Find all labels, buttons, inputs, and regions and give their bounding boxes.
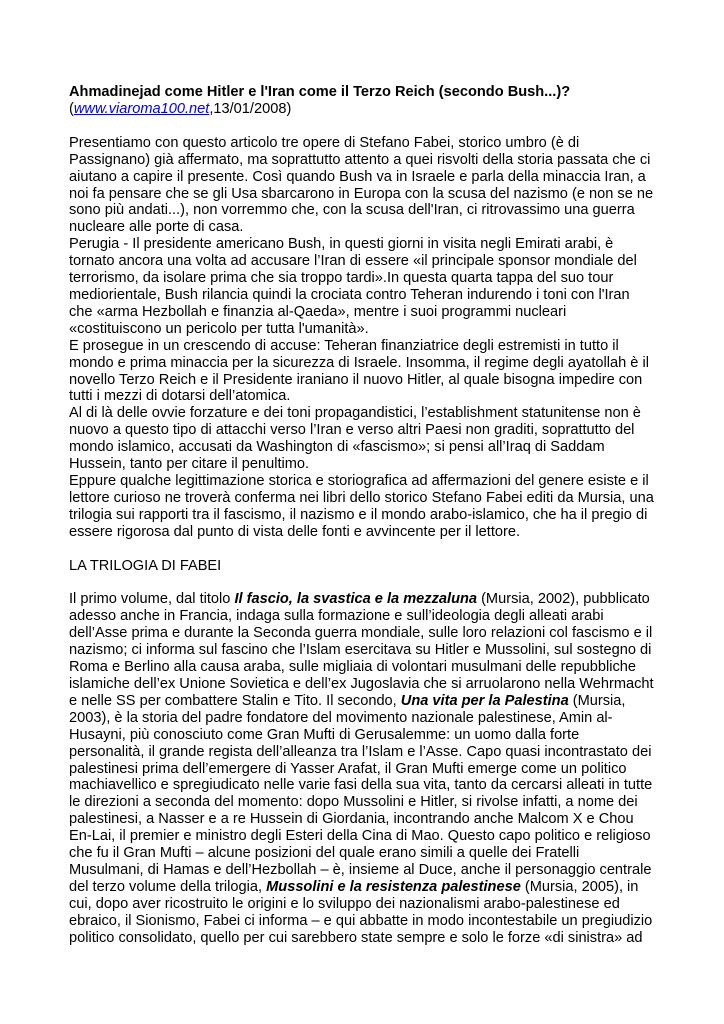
article-title: Ahmadinejad come Hitler e l'Iran come il Terzo Reich (secondo Bush...)?	[69, 84, 571, 100]
book-title-2: Una vita per la Palestina	[400, 692, 569, 709]
intro-paragraph-2: Perugia - Il presidente americano Bush, in questi giorni in visita negli Emirati arabi, è tornato ancora una volta ad accusare l’Iran di essere «il principale sponsor mondiale del terrorismo, da isolare prima che sia troppo tardi».In questa quarta tappa del suo tour mediorientale, Bush rilancia quindi la crociata contro Teheran indurendo i toni con l'Iran che «arma Hezbollah e finanzia al-Qaeda», mentre i suoi programmi nucleari «costituiscono un pericolo per tutta l'umanità».	[69, 236, 637, 337]
book-title-1: Il fascio, la svastica e la mezzaluna	[234, 591, 478, 608]
paragraph-gap	[69, 574, 657, 591]
trilogy-text-2: (Mursia, 2002), pubblicato adesso anche in Francia, indaga sulla formazione e sull’ideologia degli alleati arabi dell’Asse prima e durante la Seconda guerra mondiale, sulle loro relazioni col fascismo e il nazismo; ci informa sul fascino che l’Islam esercitava su Hitler e Mussolini, sul sostegno di Roma e Berlino alla causa araba, sulle migliaia di volontari musulmani delle repubbliche islamiche dell’ex Unione Sovietica e dell’ex Jugoslavia che si arruolarono nella Wehrmacht e nelle SS per combattere Stalin e Tito. Il secondo,	[69, 591, 654, 709]
source-date: ,13/01/2008)	[209, 100, 292, 117]
article-source	[69, 101, 657, 118]
trilogy-text-1: Il primo volume, dal titolo	[69, 591, 235, 608]
source-open-paren: (	[69, 100, 74, 117]
intro-paragraph-5: Eppure qualche legittimazione storica e storiografica ad affermazioni del genere esiste e il lettore curioso ne troverà conferma nei libri dello storico Stefano Fabei editi da Mursia, una trilogia sui rapporti tra il fascismo, il nazismo e il mondo arabo-islamico, che ha il pregio di essere rigorosa dal punto di vista delle fonti e avvincente per il lettore.	[69, 472, 654, 540]
document-page	[69, 84, 657, 947]
source-link[interactable]: www.viaroma100.net	[73, 100, 210, 117]
trilogy-paragraph	[69, 591, 657, 946]
section-heading: LA TRILOGIA DI FABEI	[69, 557, 222, 574]
intro-paragraph-3: E prosegue in un crescendo di accuse: Teheran finanziatrice degli estremisti in tutto il mondo e prima minaccia per la sicurezza di Israele. Insomma, il regime degli ayatollah è il novello Terzo Reich e il Presidente iraniano il nuovo Hitler, al quale bisogna impedire con tutti i mezzi di dotarsi dell’atomica.	[69, 337, 649, 405]
paragraph-gap	[69, 541, 657, 558]
intro-paragraph-1: Presentiamo con questo articolo tre opere di Stefano Fabei, storico umbro (è di Passignano) già affermato, ma soprattutto attento a quei risvolti della storia passata che ci aiutano a capire il presente. Così quando Bush va in Israele e parla della minaccia Iran, a noi fa pensare che se gli Usa sbarcarono in Europa con la scusa del nazismo (e non se ne sono più andati...), non vorremmo che, con la scusa dell'Iran, ci ritrovassimo una guerra nucleare alle porte di casa.	[69, 134, 654, 236]
trilogy-text-3: (Mursia, 2003), è la storia del padre fondatore del movimento nazionale palestinese, Amin al-Husayni, più conosciuto come Gran Mufti di Gerusalemme: un uomo dalla forte personalità, il grande regista dell’alleanza tra l’Islam e l’Asse. Capo quasi incontrastato dei palestinesi prima dell’emergere di Yasser Arafat, il Gran Mufti emerge come un politico machiavellico e spregiudicato nelle varie fasi della sua vita, tanto da cercarsi alleati in tutte le direzioni a seconda del momento: dopo Mussolini e Hitler, si rivolse infatti, a nome dei palestinesi, a Nasser e a re Hussein di Giordania, incontrando anche Malcom X e Chou En-Lai, il premier e ministro degli Esteri della Cina di Mao. Questo capo politico e religioso che fu il Gran Mufti – alcune posizioni del quale erano simili a quelle dei Fratelli Musulmani, di Hamas e dell’Hezbollah – è, insieme al Duce, anche il personaggio centrale del terzo volume della trilogia,	[69, 692, 653, 895]
paragraph-gap	[69, 118, 657, 135]
intro-paragraph-4: Al di là delle ovvie forzature e dei toni propagandistici, l’establishment statunitense non è nuovo a questo tipo di attacchi verso l’Iran e verso altri Paesi non graditi, soprattutto del mondo islamico, accusati da Washington di «fascismo»; si pensi all’Iraq di Saddam Hussein, tanto per citare il penultimo.	[69, 405, 641, 473]
book-title-3: Mussolini e la resistenza palestinese	[266, 878, 521, 895]
trilogy-text-4: (Mursia, 2005), in cui, dopo aver ricostruito le origini e lo sviluppo dei nazionalismi arabo-palestinese ed ebraico, il Sionismo, Fabei ci informa – e qui abbatte in modo incontestabile un pregiudizio politico consolidato, quello per cui sarebbero state sempre e solo le forze «di sinistra» ad	[69, 878, 653, 946]
